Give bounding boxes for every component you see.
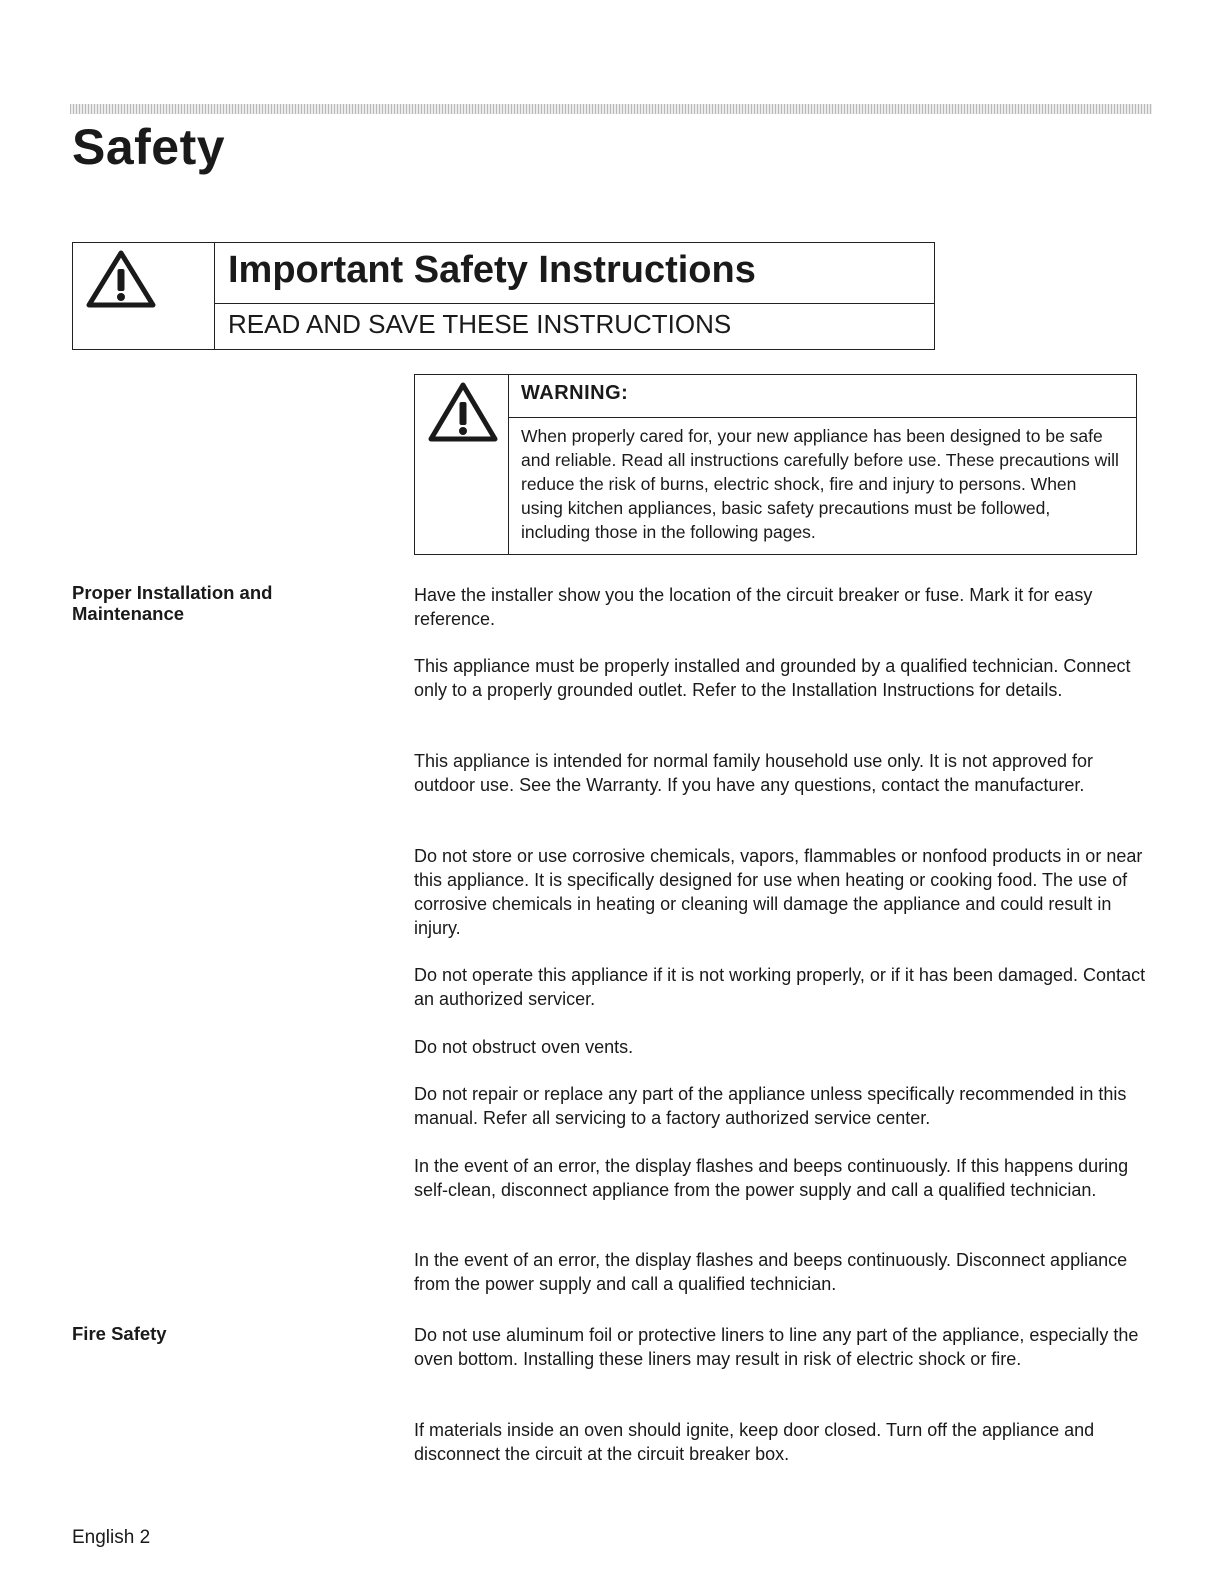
installation-paragraph: In the event of an error, the display flashes and beeps continuously. If this happens during self-clean, disconnect appliance from the power supply and call a qualified technician. xyxy=(414,1156,1129,1200)
warning-triangle-icon xyxy=(427,381,499,443)
installation-paragraph: This appliance must be properly installed and grounded by a qualified technician. Connect only to a properly grounded outlet. Refer to the Installation Instructions for details. xyxy=(414,656,1131,700)
installation-paragraph: This appliance is intended for normal family household use only. It is not approved for outdoor use. See the Warranty. If you have any questions, contact the manufacturer. xyxy=(414,751,1094,795)
warning-icon-cell xyxy=(415,375,509,554)
section-label-installation: Proper Installation and Maintenance xyxy=(72,582,273,624)
installation-paragraph: Do not obstruct oven vents. xyxy=(414,1037,634,1057)
important-box-divider xyxy=(215,303,934,304)
installation-paragraph: Do not operate this appliance if it is not working properly, or if it has been damaged. Contact an authorized servicer. xyxy=(414,965,1146,1009)
warning-box xyxy=(414,374,1137,555)
installation-paragraph: Do not store or use corrosive chemicals, vapors, flammables or nonfood products in or near this appliance. It is specifically designed for use when heating or cooking food. The use of corrosive chemicals in heating or cleaning will damage the appliance and could result in injury. xyxy=(414,846,1143,938)
important-box-title: Important Safety Instructions xyxy=(228,249,756,291)
important-icon-cell xyxy=(73,243,215,349)
page-footer: English 2 xyxy=(72,1527,151,1548)
warning-body: When properly cared for, your new appliance has been designed to be safe and reliable. Read all instructions carefully before use. These precautions will reduce the risk of burns, electric shock, fire and injury to persons. When using kitchen appliances, basic safety precautions must be followed, including those in the following pages. xyxy=(521,426,1119,542)
installation-paragraph: Have the installer show you the location of the circuit breaker or fuse. Mark it for easy reference. xyxy=(414,585,1093,629)
important-safety-box xyxy=(72,242,935,350)
installation-paragraph: In the event of an error, the display flashes and beeps continuously. Disconnect appliance from the power supply and call a qualified technician. xyxy=(414,1250,1128,1294)
fire-safety-paragraph: If materials inside an oven should ignite, keep door closed. Turn off the appliance and disconnect the circuit at the circuit breaker box. xyxy=(414,1420,1095,1464)
important-box-subtitle: READ AND SAVE THESE INSTRUCTIONS xyxy=(228,309,732,339)
installation-paragraph: Do not repair or replace any part of the appliance unless specifically recommended in this manual. Refer all servicing to a factory authorized service center. xyxy=(414,1084,1127,1128)
section-label-fire-safety: Fire Safety xyxy=(72,1323,167,1344)
page-title: Safety xyxy=(72,119,226,175)
warning-triangle-icon xyxy=(85,249,157,309)
warning-divider xyxy=(509,417,1136,418)
warning-title: WARNING: xyxy=(521,382,629,404)
header-rule xyxy=(70,104,1152,114)
fire-safety-paragraph: Do not use aluminum foil or protective liners to line any part of the appliance, especially the oven bottom. Installing these liners may result in risk of electric shock or fire. xyxy=(414,1325,1139,1369)
